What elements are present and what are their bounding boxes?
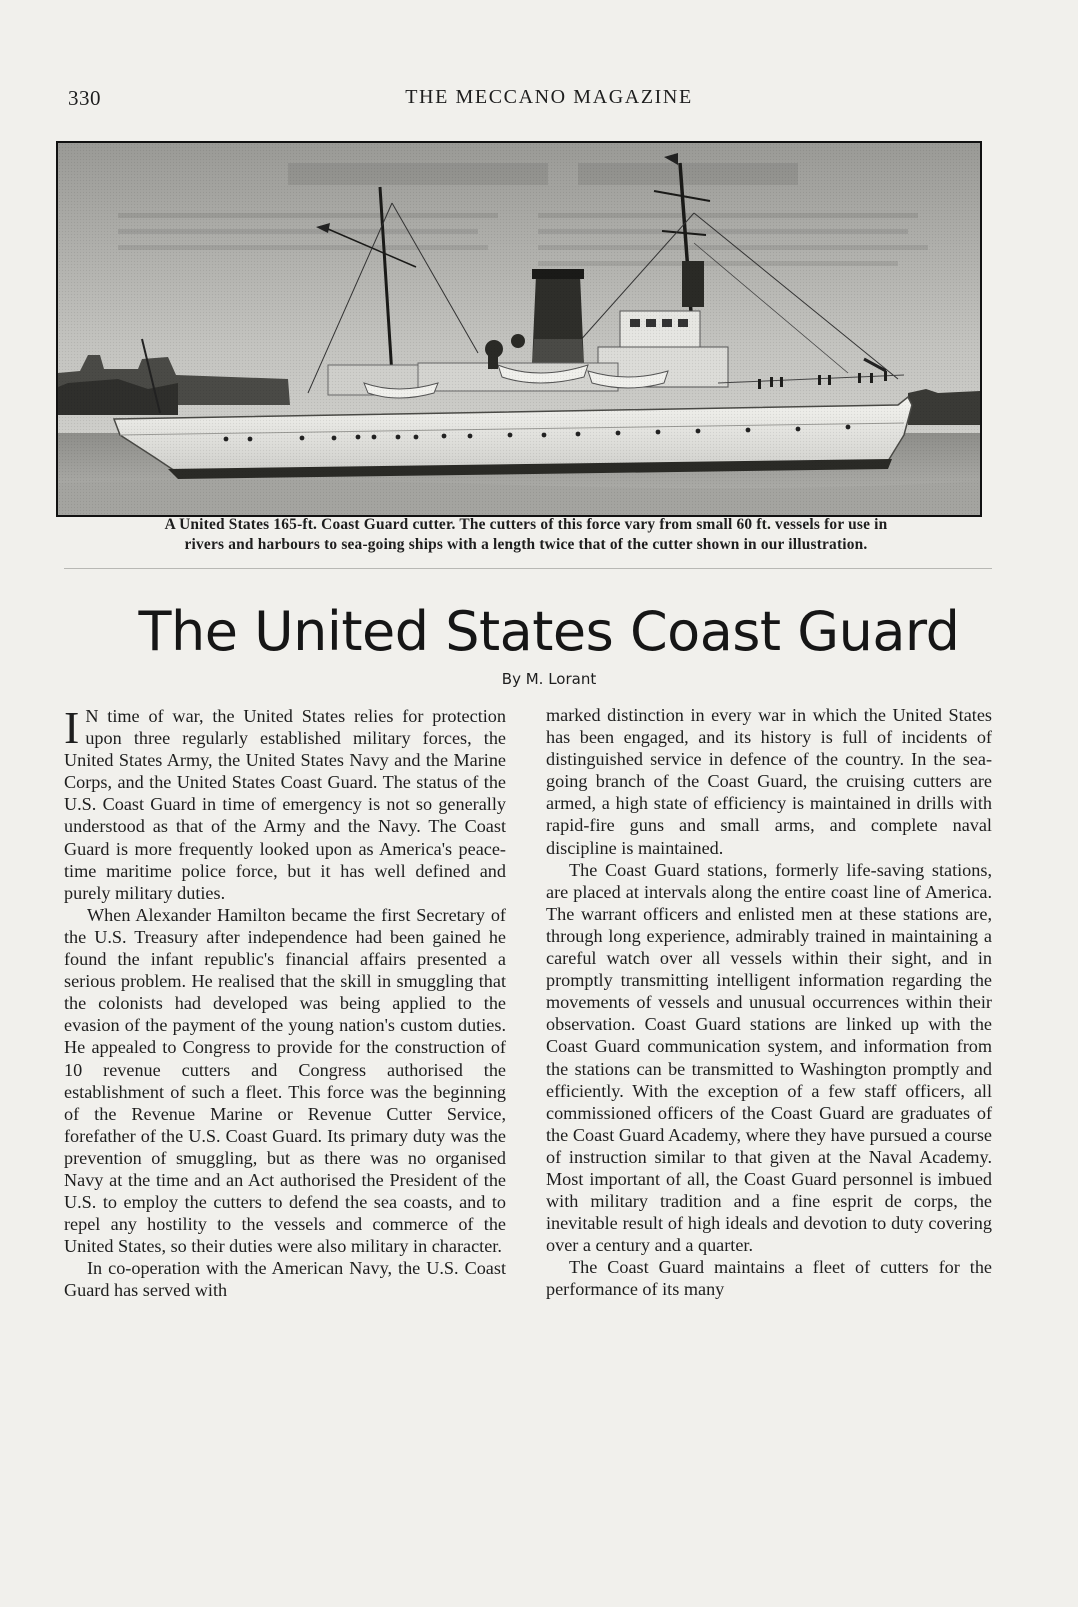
photo-caption	[56, 515, 996, 555]
paragraph: marked distinction in every war in which the United States has been engaged, and its history is full of incidents of distinguished service in defence of the country. In the sea-going branch of the Coast Guard, the cruising cutters are armed, a high state of efficiency is maintained in drills with rapid-fire guns and small arms, and complete naval discipline is maintained.	[546, 705, 992, 858]
page-header	[0, 86, 1078, 116]
paragraph-text: N time of war, the United States relies for protection upon three regularly established military forces, the United States Army, the United States Navy and the Marine Corps, and the United States Coast Guard. The status of the U.S. Coast Guard in time of emergency is not so generally understood as that of the Army and the Navy. The Coast Guard is more frequently looked upon as America's peace-time maritime police force, but it has well defined and purely military duties.	[64, 706, 506, 903]
divider-rule	[64, 568, 992, 569]
paragraph: The Coast Guard maintains a fleet of cutters for the performance of its many	[546, 1257, 992, 1300]
right-column	[546, 704, 992, 1301]
article-byline: By M. Lorant	[501, 670, 597, 688]
magazine-name: THE MECCANO MAGAZINE	[405, 86, 693, 108]
ship-illustration	[58, 143, 980, 515]
drop-cap: I	[64, 702, 80, 753]
left-column	[64, 702, 506, 1302]
caption-line-2: rivers and harbours to sea-going ships with a length twice that of the cutter shown in our illustration.	[184, 536, 868, 553]
paragraph: In co-operation with the American Navy, the U.S. Coast Guard has served with	[64, 1258, 506, 1301]
page-number: 330	[68, 86, 101, 110]
caption-line-1: A United States 165-ft. Coast Guard cutter. The cutters of this force vary from small 60 ft. vessels for use in	[164, 516, 888, 533]
paragraph	[64, 702, 506, 904]
ship-photo	[56, 141, 982, 517]
paragraph: The Coast Guard stations, formerly life-saving stations, are placed at intervals along the entire coast line of America. The warrant officers and enlisted men at these stations are, through long experience, admirably trained in maintaining a careful watch over all vessels within their sight, and in promptly transmitting intelligent information regarding the movements of vessels and unusual occurrences within their observation. Coast Guard stations are linked up with the Coast Guard communication system, and information from the stations can be transmitted to Washington promptly and efficiently. With the exception of a few staff officers, all commissioned officers of the Coast Guard are graduates of the Coast Guard Academy, where they have pursued a course of instruction similar to that given at the Naval Academy. Most important of all, the Coast Guard personnel is imbued with military tradition and a fine esprit de corps, the inevitable result of high ideals and devotion to duty covering over a century and a quarter.	[546, 859, 992, 1256]
article-title: The United States Coast Guard	[138, 600, 960, 663]
paragraph: When Alexander Hamilton became the first Secretary of the U.S. Treasury after independence had been gained he found the infant republic's financial affairs presented a serious problem. He realised that the skill in smuggling that the colonists had developed was being applied to the evasion of the payment of the young nation's custom duties. He appealed to Congress to provide for the construction of 10 revenue cutters and Congress authorised the establishment of such a fleet. This force was the beginning of the Revenue Marine or Revenue Cutter Service, forefather of the U.S. Coast Guard. Its primary duty was the prevention of smuggling, but as there was no organised Navy at the time and an Act authorised the President of the U.S. to employ the cutters to defend the sea coasts, and to repel any hostility to the vessels and commerce of the United States, so their duties were also military in character.	[64, 904, 506, 1257]
